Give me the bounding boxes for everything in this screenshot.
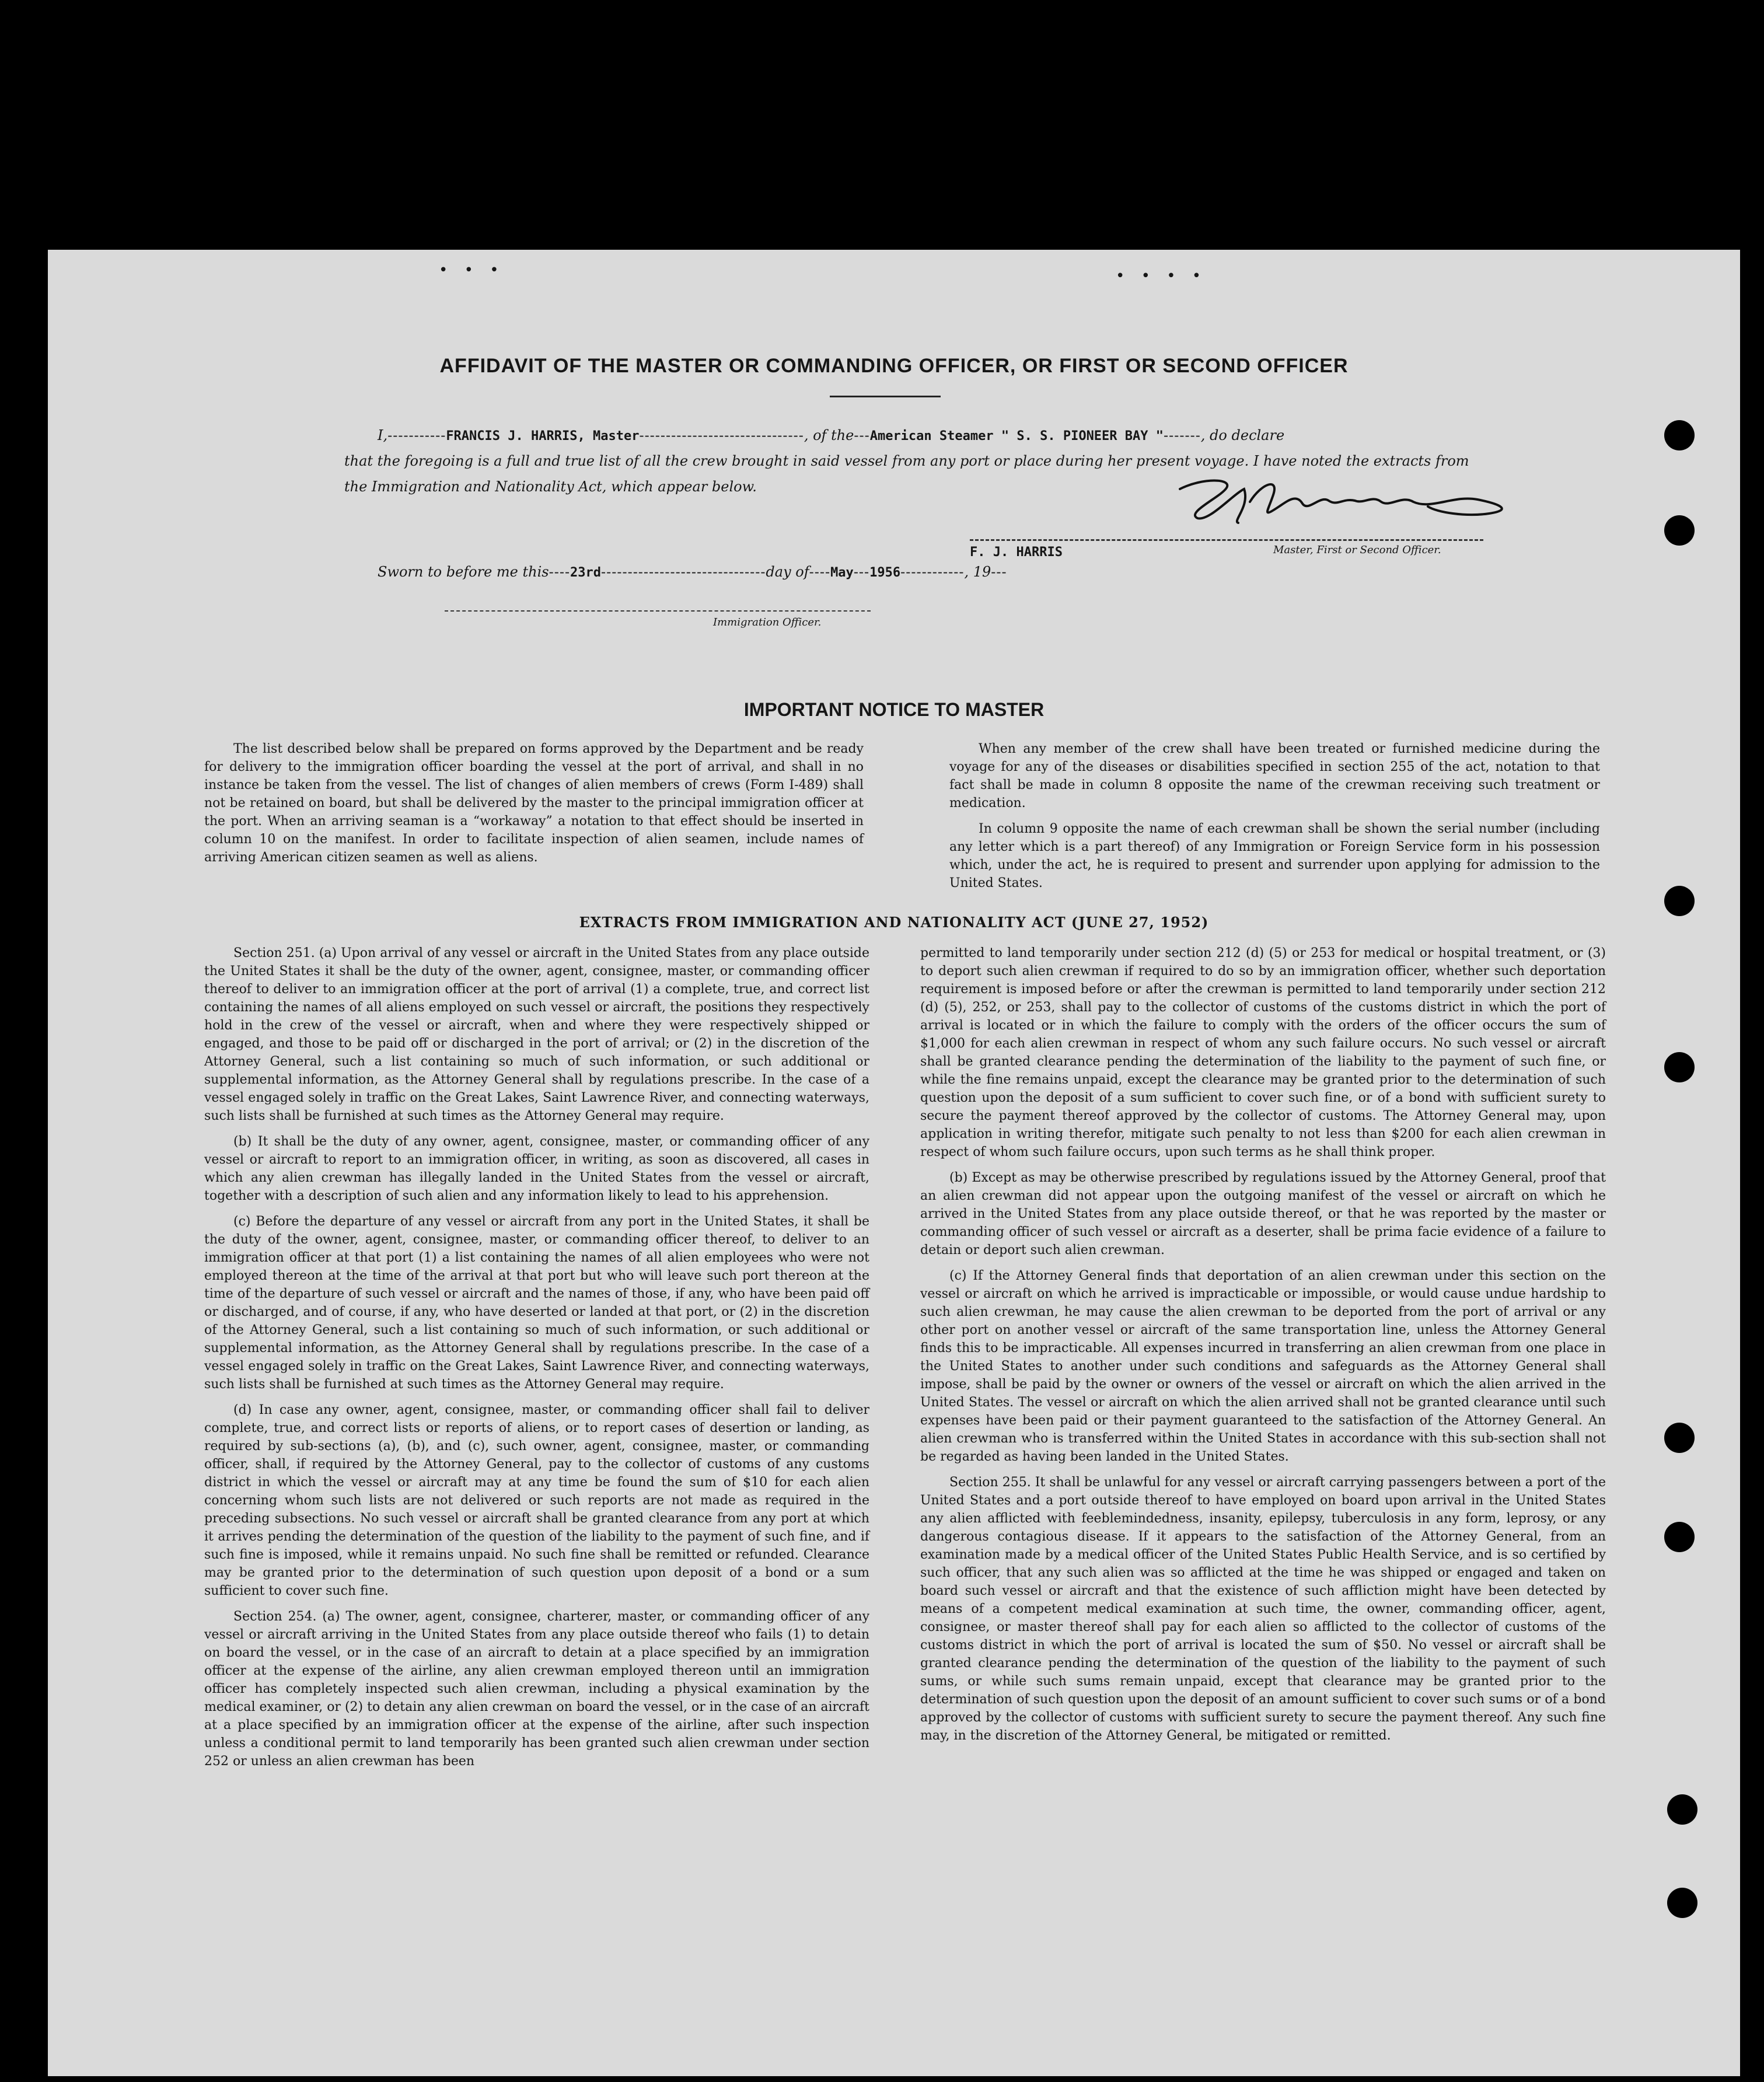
notice-paragraph: The list described below shall be prepared on forms approved by the Department and be ready for delivery to the immigration officer boarding the vessel at the port of arrival, and shall in no instance be taken from the vessel. The list of changes of alien members of crews (Form I-489) shall not be retained on board, but shall be delivered by the master to the principal immigration officer at the port. When an arriving seaman is a “workaway” a notation to that effect should be inserted in column 10 on the manifest. In order to facilitate inspection of alien seamen, include names of arriving American citizen seamen as well as aliens. <box>204 742 864 865</box>
extract-paragraph: Section 255. It shall be unlawful for any vessel or aircraft carrying passengers between a port of the United States and a port outside thereof to have employed on board upon arrival in the United States any alien afflicted with feeblemindedness, insanity, epilepsy, tuberculosis in any form, leprosy, or any dangerous contagious disease. If it appears to the satisfaction of the Attorney General, from an examination made by a medical officer of the United States Public Health Service, and is so certified by such officer, that any such alien was so afflicted at the time he was shipped or engaged and taken on board such vessel or aircraft and that the existence of such affliction might have been detected by means of a competent medical examination at such time, the owner, commanding officer, agent, consignee, or master thereof shall pay for each alien so afflicted to the collector of customs of the customs district in which the port of arrival is located the sum of $50. No vessel or aircraft shall be granted clearance pending the determination of the question of the liability to the payment of such sums, or while such sums remain unpaid, except that clearance may be granted prior to the determination of such question upon the deposit of an amount sufficient to cover such sums or of a bond approved by the collector of customs with sufficient surety to secure the payment thereof. Any such fine may, in the discretion of the Attorney General, be mitigated or remitted. <box>920 1475 1606 1743</box>
year-prefix-label: , 19 <box>964 564 991 580</box>
declaration-line-3: the Immigration and Nationality Act, which appear below. <box>344 478 757 495</box>
extracts-left-column <box>204 944 869 1778</box>
immigration-officer-line <box>445 610 871 612</box>
notice-title: IMPORTANT NOTICE TO MASTER <box>743 699 1045 720</box>
declaration-line-2: that the foregoing is a full and true list of all the crew brought in said vessel from any port or place during her present voyage. I have noted the extracts from <box>344 453 1469 469</box>
sworn-line: Sworn to before me this----23rd-------------------------------day of----May---1956------------, 19--- <box>378 564 1007 580</box>
binder-hole <box>1664 1052 1695 1082</box>
extract-paragraph: Section 251. (a) Upon arrival of any vessel or aircraft in the United States from any place outside the United States it shall be the duty of the owner, agent, consignee, master, or commanding officer thereof to deliver to an immigration officer at the port of arrival (1) a complete, true, and correct list containing the names of all aliens employed on such vessel or aircraft, the positions they respectively hold in the crew of the vessel or aircraft, when and where they were respectively shipped or engaged, and those to be paid off or discharged in the port of arrival; or (2) in the discretion of the Attorney General, such a list containing so much of such information, or such additional or supplemental information, as the Attorney General shall by regulations prescribe. In the case of a vessel engaged solely in traffic on the Great Lakes, Saint Lawrence River, and connecting waterways, such lists shall be furnished at such times as the Attorney General may require. <box>204 946 869 1123</box>
binder-hole <box>1664 515 1695 546</box>
notice-left-column <box>204 740 864 874</box>
notice-paragraph: In column 9 opposite the name of each crewman shall be shown the serial number (including any letter which is a part thereof) of any Immigration or Foreign Service form in his possession which, under the act, he is required to present and surrender upon applying for admission to the United States. <box>949 822 1600 890</box>
dot-marks-right: • • • • <box>1116 267 1207 285</box>
extracts-right-column <box>920 944 1606 1752</box>
notice-paragraph: When any member of the crew shall have been treated or furnished medicine during the voyage for any of the diseases or disabilities specified in section 255 of the act, notation to that fact shall be made in column 8 opposite the name of the crewman receiving such treatment or medication. <box>949 742 1600 811</box>
declaration-line-1: I,-----------FRANCIS J. HARRIS, Master-------------------------------, of the---American Steamer " S. S. PIONEER BAY "-------, do declare <box>378 427 1285 443</box>
binder-hole <box>1667 1888 1697 1918</box>
sworn-day-field: 23rd <box>570 565 602 580</box>
extract-paragraph: (c) Before the departure of any vessel or aircraft from any port in the United States, it shall be the duty of the owner, agent, consignee, master, or commanding officer thereof, to deliver to an immigration officer at that port (1) a list containing the names of all alien employees who were not employed thereon at the time of the arrival at that port but who will leave such port thereon at the time of the departure of such vessel or aircraft and the names of those, if any, who have been paid off or discharged, and of course, if any, who have deserted or landed at that port, or (2) in the discretion of the Attorney General, such a list containing so much of such information, or such additional or supplemental information, as the Attorney General shall by regulations prescribe. In the case of a vessel engaged solely in traffic on the Great Lakes, Saint Lawrence River, and connecting waterways, such lists shall be furnished at such times as the Attorney General may require. <box>204 1214 869 1392</box>
extract-paragraph: permitted to land temporarily under section 212 (d) (5) or 253 for medical or hospital treatment, or (3) to deport such alien crewman if required to do so by an immigration officer, whether such deportation requirement is imposed before or after the crewman is permitted to land temporarily under section 212 (d) (5), 252, or 253, shall pay to the collector of customs of the customs district in which the port of arrival is located or in which the failure to comply with the orders of the officer occurs the sum of $1,000 for each alien crewman in respect of whom any such failure occurs. No such vessel or aircraft shall be granted clearance pending the determination of the liability to the payment of such fine, or while the fine remains unpaid, except the clearance may be granted prior to the determination of such question upon the deposit of a sum sufficient to cover such fine, or of a bond with sufficient surety to secure the payment thereof approved by the collector of customs. The Attorney General may, upon application in writing therefor, mitigate such penalty to not less than $200 for each alien crewman in respect of whom such failure occurs, upon such terms as he shall think proper. <box>920 946 1606 1159</box>
extract-paragraph: Section 254. (a) The owner, agent, consignee, charterer, master, or commanding officer of any vessel or aircraft arriving in the United States from any place outside thereof who fails (1) to detain on board the vessel, or in the case of an aircraft to detain at a place specified by an immigration officer at the expense of the airline, any alien crewman employed thereon until an immigration officer has completely inspected such alien crewman, including a physical examination by the medical examiner, or (2) to detain any alien crewman on board the vessel, or in the case of an aircraft at a place specified by an immigration officer at the expense of the airline, after such inspection unless a conditional permit to land temporarily has been granted such alien crewman under section 252 or unless an alien crewman has been <box>204 1609 869 1769</box>
title-underline <box>830 396 941 397</box>
extracts-title: EXTRACTS FROM IMMIGRATION AND NATIONALITY ACT (JUNE 27, 1952) <box>579 914 1209 931</box>
day-of-label: day of <box>766 564 809 580</box>
extract-paragraph: (d) In case any owner, agent, consignee, master, or commanding officer shall fail to deliver complete, true, and correct lists or reports of aliens, or to report cases of desertion or landing, as required by sub-sections (a), (b), and (c), such owner, agent, consignee, master, or commanding officer, shall, if required by the Attorney General, pay to the collector of customs of any customs district in which the vessel or aircraft may at any time be found the sum of $10 for each alien concerning whom such lists are not delivered or such reports are not made as required in the preceding subsections. No such vessel or aircraft shall be granted clearance from any port at which it arrives pending the determination of the question of the liability to the payment of such fine, and if such fine is imposed, while it remains unpaid. No such fine shall be remitted or refunded. Clearance may be granted prior to the determination of such question upon deposit of a bond or a sum sufficient to cover such fine. <box>204 1403 869 1598</box>
vessel-field: American Steamer " S. S. PIONEER BAY " <box>869 429 1164 443</box>
extract-paragraph: (c) If the Attorney General finds that deportation of an alien crewman under this section on the vessel or aircraft on which he arrived is impracticable or impossible, or would cause undue hardship to such alien crewman, he may cause the alien crewman to be deported from the port of arrival or any other port on another vessel or aircraft of the same transportation line, unless the Attorney General finds this to be impracticable. All expenses incurred in transferring an alien crewman from one place in the United States to another under such conditions and safeguards as the Attorney General shall impose, shall be paid by the owner or owners of the vessel or aircraft on which the alien arrived in the United States. The vessel or aircraft on which the alien arrived shall not be granted clearance until such expenses have been paid or their payment guaranteed to the satisfaction of the Attorney General. An alien crewman who is transferred within the United States in accordance with this sub-section shall not be regarded as having been landed in the United States. <box>920 1269 1606 1464</box>
immigration-officer-caption: Immigration Officer. <box>713 616 822 628</box>
signature-line <box>970 539 1483 541</box>
i-label: I, <box>378 427 388 443</box>
affidavit-title: AFFIDAVIT OF THE MASTER OR COMMANDING OFFICER, OR FIRST OR SECOND OFFICER <box>439 355 1349 377</box>
of-the-label: , of the <box>804 427 854 443</box>
binder-hole <box>1664 1423 1695 1453</box>
master-name-field: FRANCIS J. HARRIS, Master <box>446 429 640 443</box>
extract-paragraph: (b) Except as may be otherwise prescribed by regulations issued by the Attorney General, proof that an alien crewman did not appear upon the outgoing manifest of the vessel or aircraft on which he arrived in the United States from any place outside thereof, or that he was reported by the master or commanding officer of such vessel or aircraft as a deserter, shall be prima facie evidence of a failure to detain or deport such alien crewman. <box>920 1171 1606 1257</box>
binder-hole <box>1664 886 1695 916</box>
sworn-year-typed: 1956 <box>869 565 901 580</box>
affidavit-page <box>48 250 1740 2076</box>
sworn-month-field: May <box>830 565 854 580</box>
sworn-label: Sworn to before me this <box>378 564 549 580</box>
master-signature <box>1162 471 1518 524</box>
notice-right-column <box>949 740 1600 900</box>
binder-hole <box>1664 1522 1695 1552</box>
extract-paragraph: (b) It shall be the duty of any owner, agent, consignee, master, or commanding officer of any vessel or aircraft to report to an immigration officer, in writing, as soon as discovered, all cases in which any alien crewman has illegally landed in the United States from the vessel or aircraft, together with a description of such alien and any information likely to lead to his apprehension. <box>204 1134 869 1203</box>
binder-hole <box>1667 1794 1697 1825</box>
dot-marks-left: • • • <box>439 261 505 279</box>
typed-master-signature: F. J. HARRIS <box>970 545 1063 560</box>
do-declare-label: , do declare <box>1200 427 1285 443</box>
binder-hole <box>1664 420 1695 450</box>
signature-caption: Master, First or Second Officer. <box>1273 544 1441 556</box>
